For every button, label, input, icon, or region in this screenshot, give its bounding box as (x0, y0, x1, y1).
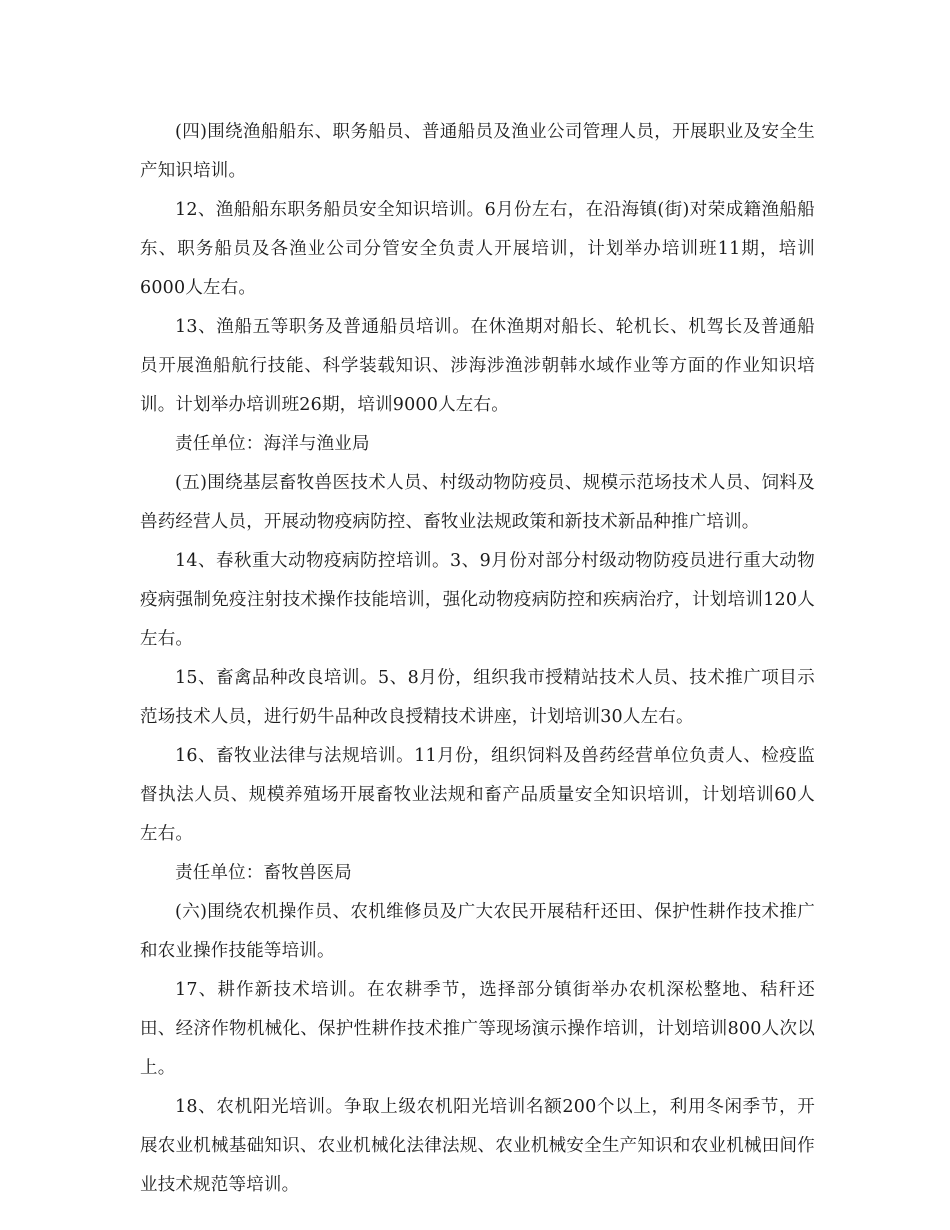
item-18-paragraph: 18、农机阳光培训。争取上级农机阳光培训名额200个以上，利用冬闲季节，开展农业机械基础知识、农业机械化法律法规、农业机械安全生产知识和农业机械田间作业技术规范等培训。 (140, 1097, 815, 1195)
section-heading-machinery: (六)围绕农机操作员、农机维修员及广大农民开展秸秆还田、保护性耕作技术推广和农业操作技能等培训。 (140, 902, 815, 961)
item-15-paragraph: 15、畜禽品种改良培训。5、8月份，组织我市授精站技术人员、技术推广项目示范场技术人员，进行奶牛品种改良授精技术讲座，计划培训30人左右。 (140, 668, 815, 727)
responsible-unit-livestock: 责任单位：畜牧兽医局 (175, 863, 352, 883)
item-12-paragraph: 12、渔船船东职务船员安全知识培训。6月份左右，在沿海镇(街)对荣成籍渔船船东、职务船员及各渔业公司分管安全负责人开展培训，计划举办培训班11期，培训6000人左右。 (140, 200, 815, 298)
item-17-paragraph: 17、耕作新技术培训。在农耕季节，选择部分镇街举办农机深松整地、秸秆还田、经济作物机械化、保护性耕作技术推广等现场演示操作培训，计划培训800人次以上。 (140, 980, 815, 1078)
section-heading-livestock: (五)围绕基层畜牧兽医技术人员、村级动物防疫员、规模示范场技术人员、饲料及兽药经营人员，开展动物疫病防控、畜牧业法规政策和新技术新品种推广培训。 (140, 473, 815, 532)
section-heading-fishery: (四)围绕渔船船东、职务船员、普通船员及渔业公司管理人员，开展职业及安全生产知识培训。 (140, 122, 815, 181)
item-16-paragraph: 16、畜牧业法律与法规培训。11月份，组织饲料及兽药经营单位负责人、检疫监督执法人员、规模养殖场开展畜牧业法规和畜产品质量安全知识培训，计划培训60人左右。 (140, 746, 815, 844)
item-14-paragraph: 14、春秋重大动物疫病防控培训。3、9月份对部分村级动物防疫员进行重大动物疫病强制免疫注射技术操作技能培训，强化动物疫病防控和疾病治疗，计划培训120人左右。 (140, 551, 815, 649)
responsible-unit-fishery: 责任单位：海洋与渔业局 (175, 434, 370, 454)
item-13-paragraph: 13、渔船五等职务及普通船员培训。在休渔期对船长、轮机长、机驾长及普通船员开展渔船航行技能、科学装载知识、涉海涉渔涉朝韩水域作业等方面的作业知识培训。计划举办培训班26期，培训9000人左右。 (140, 317, 815, 415)
document-body (140, 113, 815, 1205)
